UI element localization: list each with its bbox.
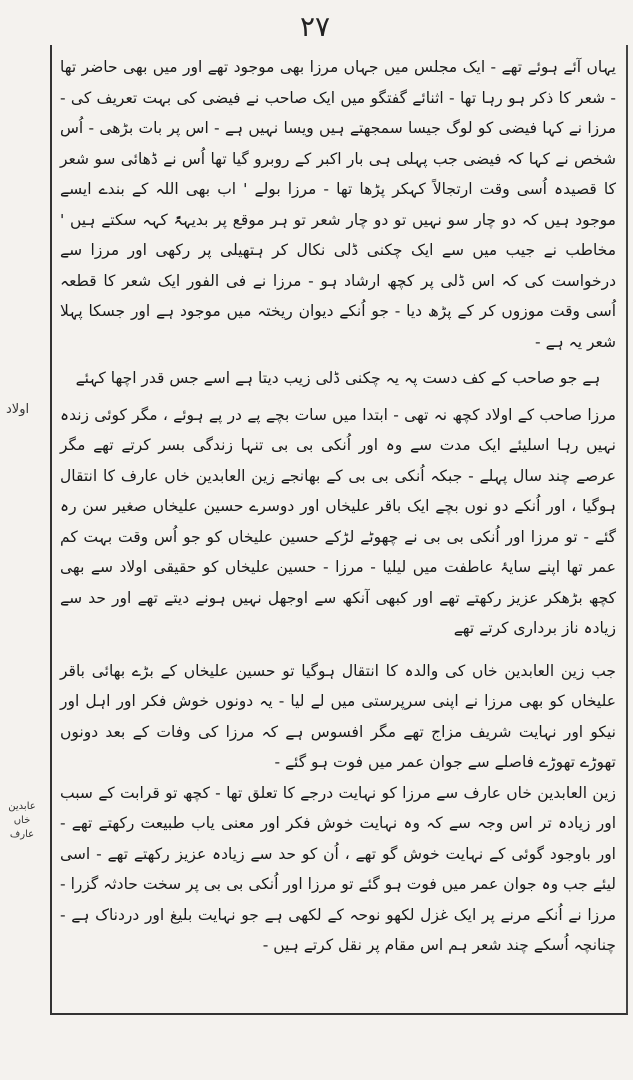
paragraph-3: جب زین العابدین خاں کی والدہ کا انتقال ہوگیا تو حسین علیخاں کے بڑے بھائی باقر علیخاں کو بھی مرزا نے اپنی سرپرستی میں لے لیا - یہ دونوں خوش فکر اور اہل اور نیکو اور نہایت شریف مزاج تھے مگر افسوس ہے کہ مرزا کی وفات کے بعد دونوں تھوڑے تھوڑے فاصلے سے جوان عمر میں فوت ہو گئے - — [60, 661, 616, 771]
paragraph-1: یہاں آئے ہوئے تھے - ایک مجلس میں جہاں مرزا بھی موجود تھے اور میں بھی حاضر تھا - شعر کا ذکر ہو رہا تھا - اثنائے گفتگو میں ایک صاحب نے فیضی کی بہت تعریف کی - مرزا نے کہا فیضی کو لوگ جیسا سمجھتے ہیں ویسا نہیں ہے - اس پر بات بڑھی - اُس شخص نے کہا کہ فیضی جب پہلی ہی بار اکبر کے روبرو گیا تھا اُس نے ڈھائی سو شعر کا قصیدہ اُسی وقت ارتجالاً کہکر پڑھا تھا - مرزا بولے ' اب بھی اللہ کے بندے ایسے موجود ہیں کہ دو چار سو نہیں تو دو چار شعر تو ہر موقع پر بدیہۃً کہہ سکتے ہیں ' مخاطب نے جیب میں سے ایک چکنی ڈلی نکال کر ہتھیلی پر رکھی اور مرزا سے درخواست کی کہ اس ڈلی پر کچھ ارشاد ہو - مرزا نے فی الفور ایک شعر کا قطعہ اُسی وقت موزوں کر کے پڑھ دیا - جو اُنکے دیوان ریختہ میں موجود ہے اور جسکا پہلا شعر یہ ہے - — [60, 58, 616, 351]
poem-line: ہے جو صاحب کے کف دست پہ یہ چکنی ڈلی زیب دیتا ہے اسے جس قدر اچھا کہئے — [75, 369, 601, 387]
main-text — [60, 52, 616, 1002]
page-number: ۲۷ — [300, 10, 331, 43]
margin-note-side: عابدین خاں عارف — [8, 801, 36, 840]
margin-note-aulad: اولاد — [6, 402, 30, 417]
paragraph-2: مرزا صاحب کے اولاد کچھ نہ تھی - ابتدا میں سات بچے پے در پے ہوئے ، مگر کوئی زندہ نہیں رہا اسلیئے ایک مدت سے وہ اور اُنکی بی بی تنہا زندگی بسر کرتے تھے مگر عرصے چند سال پہلے - جبکہ اُنکی بی بی کے بھانجے زین العابدین خاں عارف کا انتقال ہوگیا ، اور اُنکے دو نوں بچے ایک باقر علیخاں اور دوسرے حسین علیخاں صغیر سن رہ گئے - تو مرزا اور اُنکی بی بی نے چھوٹے لڑکے حسین علیخاں کو جو اُس وقت بہت کم عمر تھا اپنے سایۂ عاطفت میں لیلیا - مرزا - حسین علیخاں کو حقیقی اولاد سے بھی کچھ بڑھکر عزیز رکھتے تھے اور کبھی آنکھ سے اوجھل نہیں ہونے دیتے تھے اور حد سے زیادہ ناز برداری کرتے تھے — [60, 405, 616, 637]
paragraph-4: زین العابدین خاں عارف سے مرزا کو نہایت درجے کا تعلق تھا - کچھ تو قرابت کے سبب اور زیادہ تر اس وجہ سے کہ وہ نہایت خوش فکر اور معنی یاب طبیعت رکھتے تھے - اور باوجود گوئی کے نہایت خوش گو تھے ، اُن کو حد سے زیادہ عزیز رکھتے تھے - اسی لیئے جب وہ جوان عمر میں فوت ہو گئے تو مرزا اور اُنکی بی بی پر سخت حادثہ گزرا - مرزا نے اُنکے مرنے پر ایک غزل لکھو نوحہ کے لکھی ہے جو نہایت بلیغ اور دردناک ہے - چنانچہ اُسکے چند شعر ہم اس مقام پر نقل کرتے ہیں - — [60, 783, 616, 954]
